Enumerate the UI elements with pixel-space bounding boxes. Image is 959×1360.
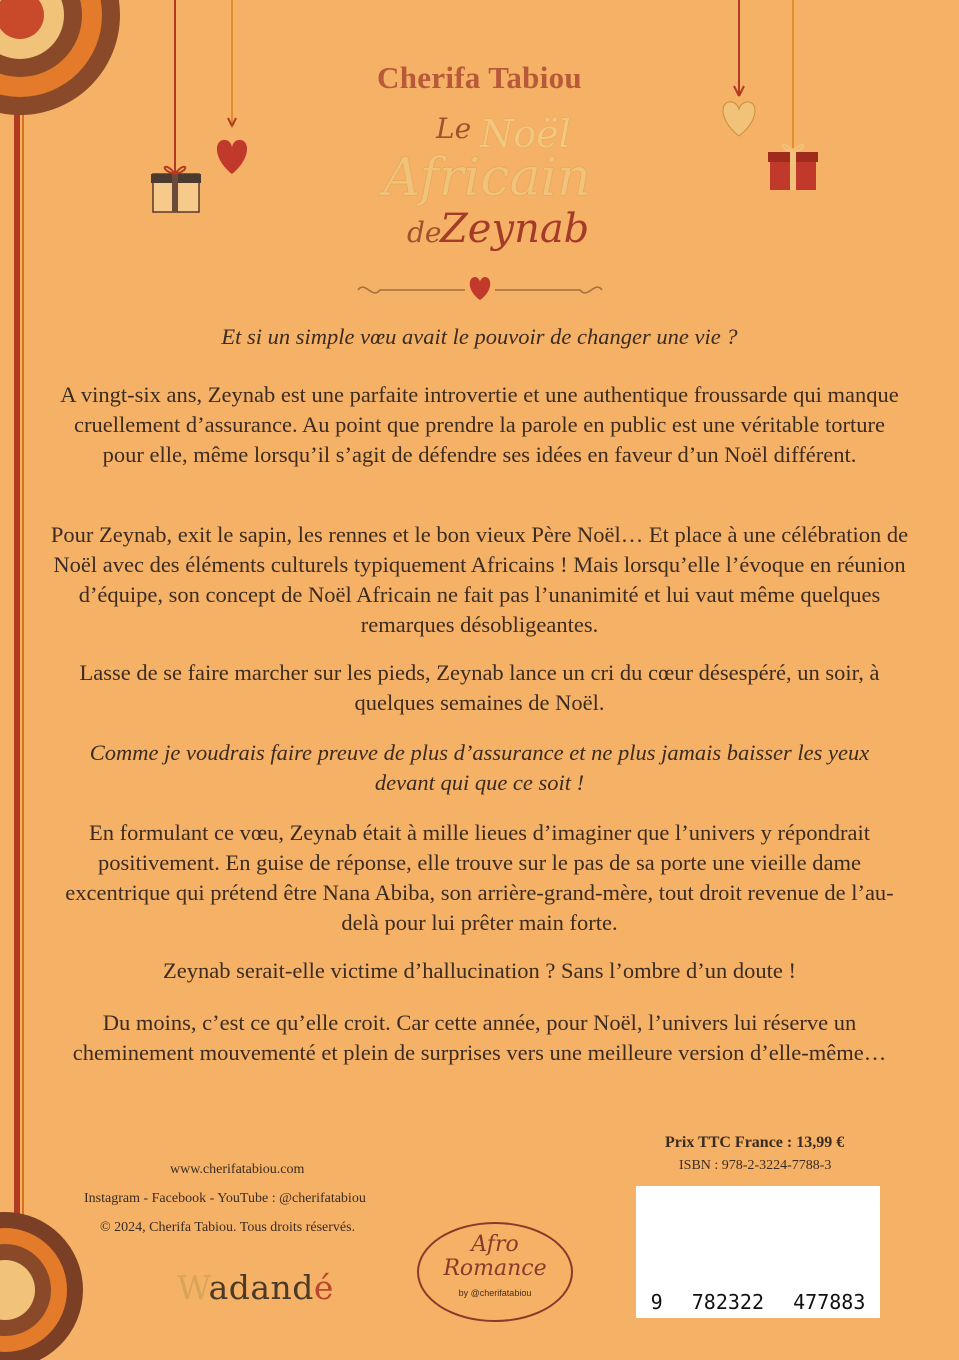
flower-top-left-icon [0, 0, 120, 115]
logo-byline: by @cherifatabiou [458, 1288, 532, 1298]
logo-afro: Afro [471, 1232, 519, 1257]
ornament-divider-icon [358, 277, 602, 300]
social-handles: Instagram - Facebook - YouTube : @cherifatabiou [84, 1191, 366, 1206]
afro-romance-logo [417, 1222, 573, 1322]
title-le: Le [436, 112, 472, 145]
barcode [636, 1186, 880, 1318]
barcode-digits: 9 782322 477883 [650, 1290, 866, 1314]
title-africain: Africain [383, 148, 591, 208]
title-noel: Noël [480, 112, 571, 156]
title-de: de [407, 216, 442, 249]
blurb-paragraph-4: En formulant ce vœu, Zeynab était à mille lieues d’imaginer que l’univers y répondrait positivement. En guise de réponse, elle trouve sur le pas de sa porte une vieille dame excentrique qui prétend être Nana Abiba, son arrière-grand-mère, tout droit revenue de l’au-delà pour lui prêter main forte. [65, 820, 894, 935]
author-website: www.cherifatabiou.com [170, 1162, 305, 1177]
blurb-paragraph-1: A vingt-six ans, Zeynab est une parfaite introvertie et une authentique froussarde qui manque cruellement d’assurance. Au point que prendre la parole en public est une véritable torture pour elle, même lorsqu’il s’agit de défendre ses idées en faveur d’un Noël différent. [60, 382, 899, 467]
copyright-notice: © 2024, Cherifa Tabiou. Tous droits réservés. [100, 1220, 356, 1235]
blurb-paragraph-5: Zeynab serait-elle victime d’hallucination ? Sans l’ombre d’un doute ! [163, 958, 796, 983]
isbn: ISBN : 978-2-3224-7788-3 [679, 1158, 832, 1173]
blurb-paragraph-3: Lasse de se faire marcher sur les pieds, Zeynab lance un cri du cœur désespéré, un soir, à quelques semaines de Noël. [79, 660, 880, 715]
gift-left-icon [151, 167, 201, 212]
publisher-logo: Wadandé [177, 1268, 334, 1307]
blurb-quote: Comme je voudrais faire preuve de plus d’assurance et ne plus jamais baisser les yeux devant qui que ce soit ! [89, 740, 870, 795]
gift-right-icon [768, 145, 818, 190]
flower-bottom-left-icon [0, 1212, 83, 1360]
blurb-paragraph-6: Du moins, c’est ce qu’elle croit. Car cette année, pour Noël, l’univers lui réserve un cheminement mouvementé et plein de surprises vers une meilleure version d’elle-même… [72, 1010, 887, 1065]
blurb-paragraph-2: Pour Zeynab, exit le sapin, les rennes et le bon vieux Père Noël… Et place à une célébration de Noël avec des éléments culturels typiquement Africains ! Mais lorsqu’elle l’évoque en réunion d’équipe, son concept de Noël Africain ne fait pas l’unanimité et lui vaut même quelques remarques désobligeantes. [50, 522, 909, 637]
author-name: Cherifa Tabiou [377, 60, 582, 95]
price: Prix TTC France : 13,99 € [665, 1134, 845, 1151]
blurb-hook: Et si un simple vœu avait le pouvoir de changer une vie ? [221, 324, 738, 349]
title-zeynab: Zeynab [440, 206, 590, 252]
logo-romance: Romance [443, 1256, 547, 1281]
